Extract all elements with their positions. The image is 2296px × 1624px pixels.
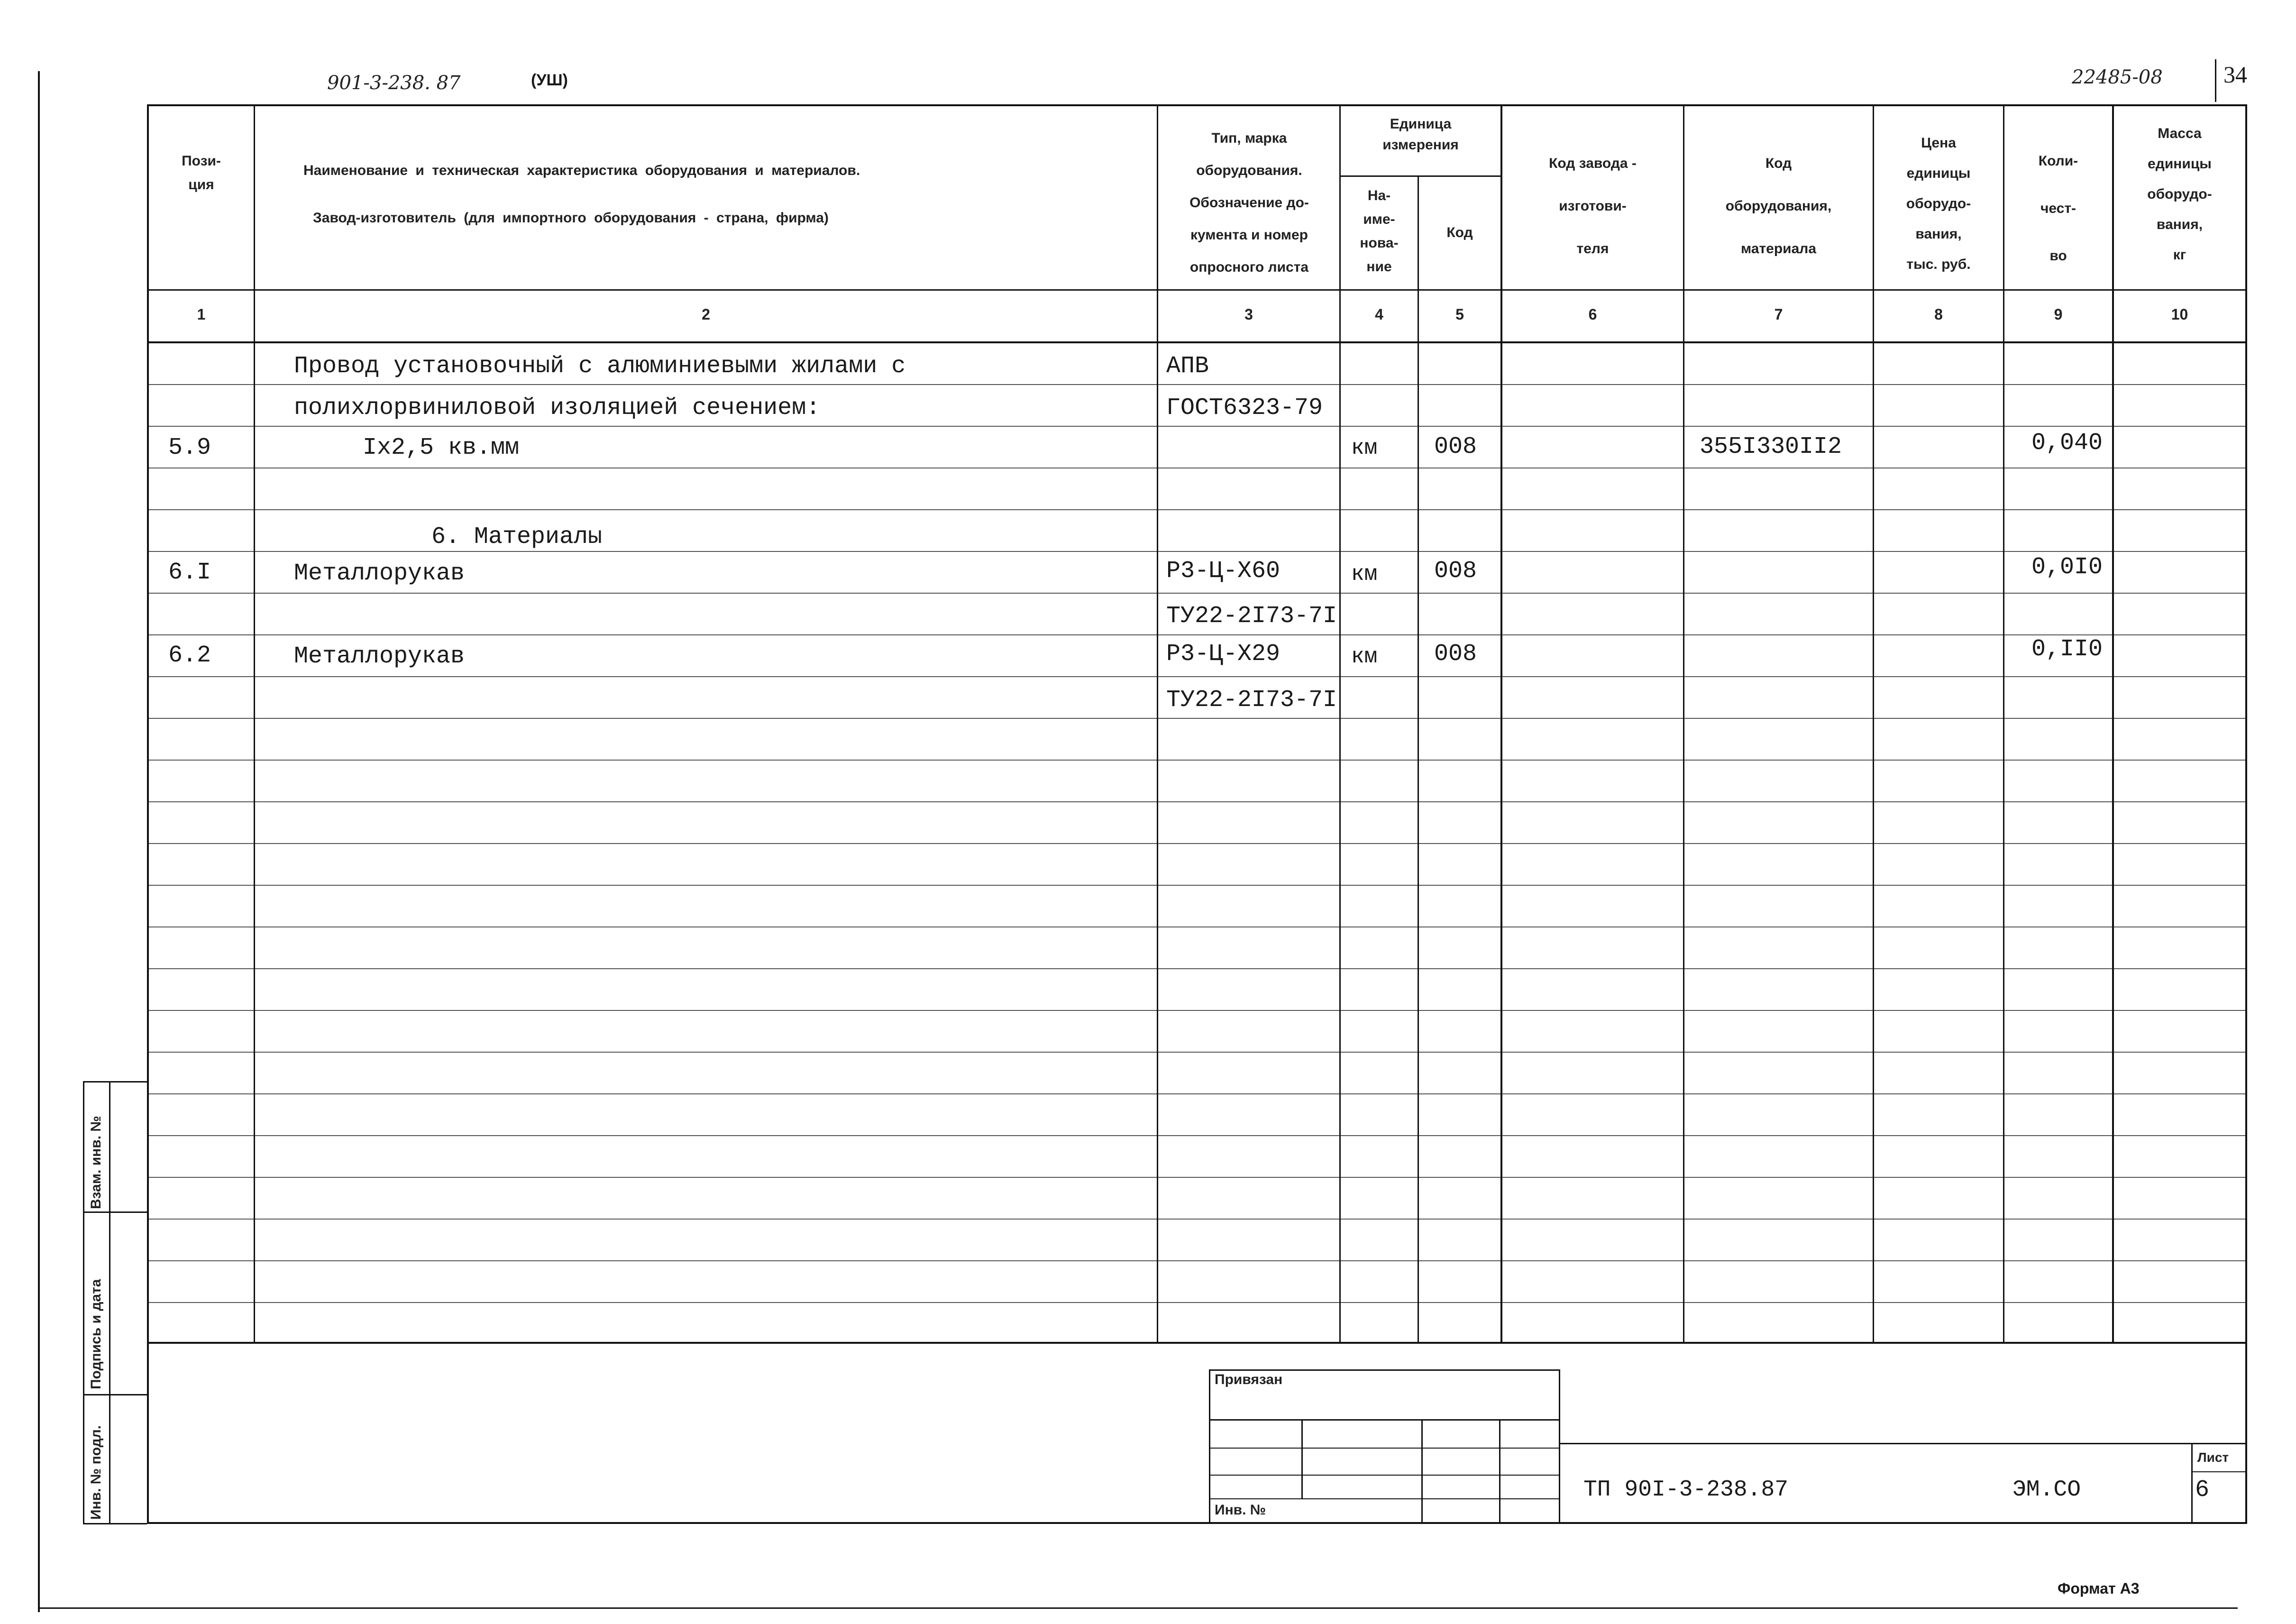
row-6-code: 008	[1434, 558, 1477, 585]
left-binding-line	[38, 71, 40, 1612]
row-8-position: 6.2	[168, 642, 211, 669]
bottom-frame-line	[38, 1607, 2238, 1609]
table-bottom-border	[147, 1342, 2247, 1344]
colnum-8: 8	[1934, 306, 1943, 323]
row-8-name: Металлорукав	[294, 643, 465, 670]
top-right-note: 22485-08	[2072, 66, 2163, 88]
table-top-border	[147, 104, 2247, 106]
row-3-unit: км	[1351, 436, 1378, 460]
row-8-quantity: 0,II0	[2031, 636, 2103, 663]
top-left-note: 901-3-238. 87	[327, 72, 461, 94]
top-left-tag: (УШ)	[531, 71, 568, 89]
row-6-quantity: 0,0I0	[2031, 554, 2103, 581]
header-unit-name: На- име- нова- ние	[1360, 188, 1399, 275]
colnum-6: 6	[1588, 306, 1597, 323]
header-price: Цена единицы оборудо- вания, тыс. руб.	[1906, 135, 1971, 272]
header-quantity: Коли- чест- во	[2038, 153, 2078, 264]
side-label-replacement: Взам. инв. №	[88, 1116, 104, 1209]
row-1-type: АПВ	[1166, 353, 1209, 380]
document-code: ТП 90I-3-238.87	[1583, 1477, 1789, 1503]
colnum-3: 3	[1244, 306, 1253, 323]
row-3-name: Iх2,5 кв.мм	[363, 434, 520, 461]
header-unit-group: Единица измерения	[1382, 116, 1459, 153]
row-6-position: 6.I	[168, 559, 211, 586]
row-8-unit: км	[1351, 644, 1378, 669]
section-heading-materials: 6. Материалы	[431, 523, 603, 551]
row-7-type: ТУ22-2I73-7I	[1166, 603, 1337, 630]
document-mark: ЭМ.СО	[2012, 1477, 2081, 1503]
side-label-signature: Подпись и дата	[88, 1279, 104, 1389]
row-8-code: 008	[1434, 641, 1477, 668]
row-8-type: Р3-Ц-Х29	[1166, 641, 1281, 668]
row-2-type: ГОСТ6323-79	[1166, 395, 1323, 422]
colnum-10: 10	[2171, 306, 2188, 323]
column-numbers-bottom	[147, 341, 2247, 343]
table-right-border	[2245, 104, 2247, 1522]
header-factory-code: Код завода - изготови- теля	[1549, 156, 1637, 257]
colnum-5: 5	[1455, 306, 1464, 323]
page-number: 34	[2223, 61, 2247, 88]
row-6-name: Металлорукав	[294, 560, 465, 587]
header-bottom-border	[147, 289, 2247, 291]
row-6-type: Р3-Ц-Х60	[1166, 558, 1281, 585]
row-2-name: полихлорвиниловой изоляцией сечением:	[294, 395, 821, 422]
page-number-divider	[2215, 59, 2216, 102]
sheet-label: Лист	[2197, 1450, 2229, 1465]
row-3-position: 5.9	[168, 434, 211, 461]
header-equipment-code: Код оборудования, материала	[1725, 156, 1832, 257]
header-type: Тип, марка оборудования. Обозначение до- кумента и номер опросного листа	[1189, 130, 1309, 275]
side-label-inventory: Инв. № подл.	[88, 1425, 104, 1520]
row-3-quantity: 0,040	[2031, 430, 2103, 457]
attached-label: Привязан	[1215, 1372, 1283, 1387]
row-6-unit: км	[1351, 562, 1378, 587]
header-mass: Масса единицы оборудо- вания, кг	[2147, 126, 2212, 263]
header-position: Пози- ция	[182, 153, 221, 193]
row-3-equip-code: 355I330II2	[1700, 433, 1842, 460]
colnum-1: 1	[197, 306, 206, 323]
sheet-number: 6	[2195, 1477, 2210, 1504]
inventory-number-label: Инв. №	[1215, 1502, 1266, 1518]
row-9-type: ТУ22-2I73-7I	[1166, 687, 1337, 714]
unit-group-divider	[1339, 175, 1500, 177]
format-label: Формат А3	[2058, 1580, 2140, 1597]
header-unit-code: Код	[1446, 225, 1473, 240]
header-name: Наименование и техническая характеристика оборудования и материалов. Завод-изготовитель (для импортного оборудования - страна, фирма)	[303, 163, 860, 226]
row-1-name: Провод установочный с алюминиевыми жилами с	[294, 353, 906, 380]
colnum-7: 7	[1774, 306, 1783, 323]
row-3-code: 008	[1434, 433, 1477, 460]
colnum-9: 9	[2054, 306, 2063, 323]
colnum-4: 4	[1375, 306, 1383, 323]
stamp-bottom-border	[147, 1522, 2247, 1524]
colnum-2: 2	[702, 306, 710, 323]
